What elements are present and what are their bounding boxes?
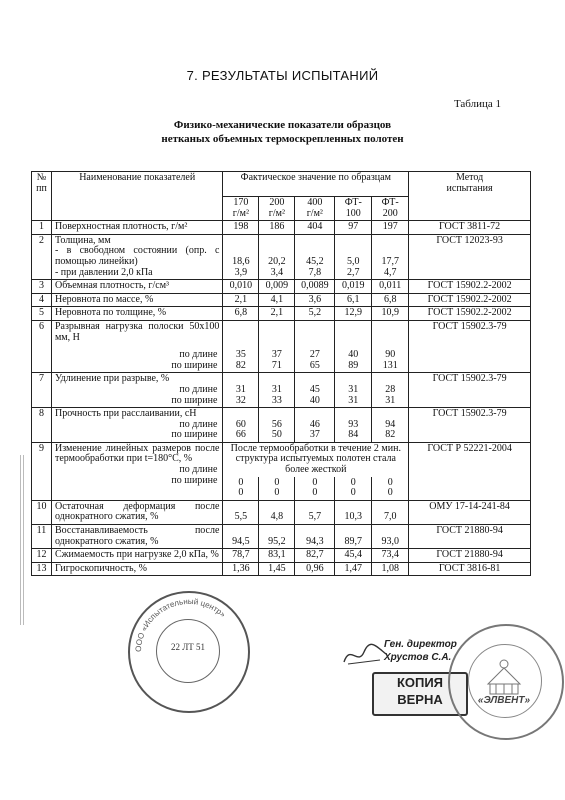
table-label: Таблица 1 <box>453 98 501 110</box>
row-subitem: по длине <box>179 349 218 361</box>
cell-value: 0,96 <box>295 562 335 576</box>
copy-stamp-line-1: КОПИЯ <box>396 675 444 690</box>
cell-value: 0 <box>312 476 318 488</box>
row-name: Поверхностная плотность, г/м² <box>51 221 222 235</box>
table-row <box>32 562 531 576</box>
cell-value: 404 <box>295 221 335 235</box>
cell-value: 197 <box>372 221 409 235</box>
table-row <box>32 221 531 235</box>
director-name: Хрустов С.А. <box>384 652 452 663</box>
cell-value: 0 <box>387 487 393 499</box>
cell-value: 0 <box>312 487 318 499</box>
row-subitem: по длине <box>179 464 218 476</box>
cell-value: 89 <box>348 359 359 371</box>
cell-value: 35 <box>235 349 246 361</box>
cell-value: 3,6 <box>295 293 335 307</box>
row-number: 13 <box>32 562 52 576</box>
row-name-cell <box>51 320 222 372</box>
sample-header: ФТ- 100 <box>335 197 372 221</box>
cell-value: 10,3 <box>335 500 372 524</box>
cell-value-pair <box>335 408 372 443</box>
cell-value: 28 <box>385 383 396 395</box>
row-name: Удлинение при разрыве, % <box>54 373 170 385</box>
cell-value: 94,5 <box>223 525 259 549</box>
cell-value-pair <box>295 234 335 279</box>
cell-value: 84 <box>348 429 359 441</box>
row-note: После термообработки в течение 2 мин. структура испытуемых полотен стала более жесткой <box>223 442 409 476</box>
row-number: 9 <box>32 442 52 500</box>
cell-value: 0 <box>238 487 244 499</box>
cell-value: 4,1 <box>259 293 295 307</box>
cell-value: 3,4 <box>270 266 284 278</box>
cell-value: 94,3 <box>295 525 335 549</box>
row-method: ГОСТ 12023-93 <box>409 234 531 279</box>
cell-value: 186 <box>259 221 295 235</box>
table-row <box>32 549 531 563</box>
organization-stamp <box>128 591 250 713</box>
row-number: 4 <box>32 293 52 307</box>
cell-value-pair <box>259 320 295 372</box>
row-subitem: по ширине <box>171 394 218 406</box>
row-method: ГОСТ 3811-72 <box>409 221 531 235</box>
cell-value: 0 <box>350 476 356 488</box>
row-method: ГОСТ 15902.2-2002 <box>409 280 531 294</box>
cell-value: 97 <box>335 221 372 235</box>
row-subitem: по длине <box>179 383 218 395</box>
cell-value: 0 <box>238 476 244 488</box>
cell-value: 198 <box>223 221 259 235</box>
cell-value-pair <box>335 477 372 501</box>
sample-header: 200 г/м² <box>259 197 295 221</box>
cell-value: 82,7 <box>295 549 335 563</box>
row-number: 11 <box>32 525 52 549</box>
cell-value: 89,7 <box>335 525 372 549</box>
copy-stamp-line-2: ВЕРНА <box>397 692 443 707</box>
row-method: ГОСТ 15902.2-2002 <box>409 293 531 307</box>
cell-value: 83,1 <box>259 549 295 563</box>
cell-value-pair <box>259 234 295 279</box>
cell-value: 40 <box>348 349 359 361</box>
cell-value: 93,0 <box>372 525 409 549</box>
row-number: 8 <box>32 408 52 443</box>
cell-value: 12,9 <box>335 307 372 321</box>
cell-value-pair <box>259 373 295 408</box>
cell-value: 71 <box>271 359 282 371</box>
row-name: Гигроскопичность, % <box>51 562 222 576</box>
cell-value: 0,019 <box>335 280 372 294</box>
cell-value: 0,011 <box>372 280 409 294</box>
row-name: Неровнота по массе, % <box>51 293 222 307</box>
table-row <box>32 307 531 321</box>
row-subitem: по длине <box>179 418 218 430</box>
table-row <box>32 500 531 524</box>
cell-value: 37 <box>271 349 282 361</box>
cell-value-pair <box>372 477 409 501</box>
table-row <box>32 280 531 294</box>
row-name: Толщина, мм <box>54 234 111 246</box>
cell-value-pair <box>223 234 259 279</box>
row-method: ГОСТ 15902.3-79 <box>409 408 531 443</box>
row-subitem: по ширине <box>171 474 218 486</box>
cell-value: 6,8 <box>372 293 409 307</box>
row-number: 12 <box>32 549 52 563</box>
cell-value-pair <box>295 320 335 372</box>
stamp-inner-circle <box>156 619 220 683</box>
cell-value: 82 <box>385 429 396 441</box>
stamp-number: 22 ЛТ 51 <box>170 642 206 652</box>
cell-value-pair <box>372 373 409 408</box>
cell-value-pair <box>295 408 335 443</box>
cell-value: 0 <box>274 476 280 488</box>
cell-value: 56 <box>271 418 282 430</box>
cell-value: 45,4 <box>335 549 372 563</box>
cell-value: 31 <box>348 383 359 395</box>
company-stamp <box>448 624 564 740</box>
row-number: 7 <box>32 373 52 408</box>
cell-value-pair <box>223 320 259 372</box>
row-number: 2 <box>32 234 52 279</box>
cell-value: 6,8 <box>223 307 259 321</box>
cell-value: 1,47 <box>335 562 372 576</box>
sample-header: 170 г/м² <box>223 197 259 221</box>
row-name: Сжимаемость при нагрузке 2,0 кПа, % <box>51 549 222 563</box>
cell-value: 90 <box>385 349 396 361</box>
cell-value: 0,0089 <box>295 280 335 294</box>
cell-value: 50 <box>271 429 282 441</box>
cell-value: 7,8 <box>308 266 322 278</box>
signature-icon <box>340 640 390 670</box>
cell-value: 17,7 <box>381 255 399 267</box>
cell-value: 4,7 <box>383 266 397 278</box>
cell-value: 7,0 <box>372 500 409 524</box>
row-number: 5 <box>32 307 52 321</box>
cell-value: 0 <box>350 487 356 499</box>
cell-value: 1,36 <box>223 562 259 576</box>
cell-value: 82 <box>235 359 246 371</box>
row-method: ГОСТ Р 52221-2004 <box>409 442 531 500</box>
row-method: ГОСТ 15902.3-79 <box>409 373 531 408</box>
table-row <box>32 408 531 443</box>
table-row <box>32 320 531 372</box>
stamp-ring-text: ООО «Испытательный центр» <box>133 596 228 653</box>
cell-value: 3,9 <box>234 266 248 278</box>
table-row <box>32 293 531 307</box>
table-row <box>32 442 531 476</box>
cell-value: 78,7 <box>223 549 259 563</box>
cell-value: 93 <box>348 418 359 430</box>
row-method: ГОСТ 3816-81 <box>409 562 531 576</box>
cell-value-pair <box>372 234 409 279</box>
building-icon <box>450 626 562 738</box>
cell-value: 2,1 <box>223 293 259 307</box>
cell-value: 4,8 <box>259 500 295 524</box>
cell-value: 95,2 <box>259 525 295 549</box>
cell-value: 31 <box>385 394 396 406</box>
cell-value: 2,1 <box>259 307 295 321</box>
cell-value: 60 <box>235 418 246 430</box>
row-name: Изменение линейных размеров после термообработки при t=180°С, % <box>54 442 220 465</box>
header-row <box>32 172 531 197</box>
row-name: Прочность при расслаивании, сН <box>54 408 197 420</box>
cell-value: 31 <box>348 394 359 406</box>
row-method: ГОСТ 21880-94 <box>409 549 531 563</box>
cell-value: 46 <box>309 418 320 430</box>
sample-header: ФТ- 200 <box>372 197 409 221</box>
row-name: Неровнота по толщине, % <box>51 307 222 321</box>
row-number: 6 <box>32 320 52 372</box>
cell-value: 94 <box>385 418 396 430</box>
cell-value-pair <box>259 477 295 501</box>
cell-value: 66 <box>235 429 246 441</box>
cell-value-pair <box>223 373 259 408</box>
row-number: 1 <box>32 221 52 235</box>
cell-value-pair <box>259 408 295 443</box>
cell-value: 31 <box>235 383 246 395</box>
header-method: Метод испытания <box>409 172 531 221</box>
cell-value: 65 <box>309 359 320 371</box>
cell-value: 10,9 <box>372 307 409 321</box>
cell-value: 5,2 <box>295 307 335 321</box>
cell-value: 73,4 <box>372 549 409 563</box>
cell-value: 5,5 <box>223 500 259 524</box>
row-name-cell <box>51 408 222 443</box>
row-name: Разрывная нагрузка полоски 50х100 мм, Н <box>54 320 220 343</box>
caption-line-1: Физико-механические показатели образцов <box>173 119 392 131</box>
row-name-cell <box>51 234 222 279</box>
cell-value-pair <box>335 320 372 372</box>
cell-value: 2,7 <box>347 266 360 278</box>
row-method: ГОСТ 21880-94 <box>409 525 531 549</box>
cell-value: 0,009 <box>259 280 295 294</box>
cell-value: 1,45 <box>259 562 295 576</box>
row-number: 3 <box>32 280 52 294</box>
cell-value: 0,010 <box>223 280 259 294</box>
cell-value: 0 <box>387 476 393 488</box>
row-method: ГОСТ 15902.3-79 <box>409 320 531 372</box>
cell-value: 33 <box>271 394 282 406</box>
caption-line-2: нетканых объемных термоскрепленных полотен <box>161 133 404 145</box>
cell-value: 18,6 <box>232 255 250 267</box>
header-num: № пп <box>32 172 52 221</box>
cell-value: 5,7 <box>295 500 335 524</box>
cell-value: 131 <box>382 359 398 371</box>
header-actual: Фактическое значение по образцам <box>223 172 409 197</box>
cell-value: 6,1 <box>335 293 372 307</box>
row-subitem: по ширине <box>171 359 218 371</box>
cell-value-pair <box>372 320 409 372</box>
cell-value: 20,2 <box>268 255 286 267</box>
cell-value-pair <box>223 408 259 443</box>
row-number: 10 <box>32 500 52 524</box>
row-name-cell <box>51 373 222 408</box>
cell-value-pair <box>335 234 372 279</box>
director-block <box>384 638 457 664</box>
cell-value: 32 <box>235 394 246 406</box>
row-subitem: - в свободном состоянии (опр. с помощью линейки) <box>54 245 220 267</box>
table-row <box>32 234 531 279</box>
section-title: 7. РЕЗУЛЬТАТЫ ИСПЫТАНИЙ <box>186 68 379 83</box>
row-name: Остаточная деформация после однократного сжатия, % <box>51 500 222 524</box>
scan-edge-artifact <box>20 455 26 625</box>
row-name: Объемная плотность, г/см³ <box>51 280 222 294</box>
cell-value: 31 <box>271 383 282 395</box>
results-table <box>31 171 531 576</box>
row-subitem: - при давлении 2,0 кПа <box>54 266 153 278</box>
row-name: Восстанавливаемость после однократного сжатия, % <box>51 525 222 549</box>
table-row <box>32 525 531 549</box>
row-method: ОМУ 17-14-241-84 <box>409 500 531 524</box>
row-subitem: по ширине <box>171 429 218 441</box>
cell-value: 0 <box>274 487 280 499</box>
row-method: ГОСТ 15902.2-2002 <box>409 307 531 321</box>
company-brand: «ЭЛВЕНТ» <box>477 695 531 706</box>
row-name-cell <box>51 442 222 500</box>
cell-value-pair <box>223 477 259 501</box>
director-role: Ген. директор <box>384 639 457 650</box>
cell-value: 37 <box>309 429 320 441</box>
cell-value: 45,2 <box>306 255 324 267</box>
table-caption <box>0 118 565 146</box>
cell-value-pair <box>295 373 335 408</box>
cell-value: 40 <box>309 394 320 406</box>
cell-value-pair <box>372 408 409 443</box>
table-row <box>32 373 531 408</box>
cell-value-pair <box>295 477 335 501</box>
cell-value: 5,0 <box>347 255 360 267</box>
cell-value: 1,08 <box>372 562 409 576</box>
cell-value-pair <box>335 373 372 408</box>
sample-header: 400 г/м² <box>295 197 335 221</box>
cell-value: 27 <box>309 349 320 361</box>
cell-value: 45 <box>309 383 320 395</box>
header-name: Наименование показателей <box>51 172 222 221</box>
